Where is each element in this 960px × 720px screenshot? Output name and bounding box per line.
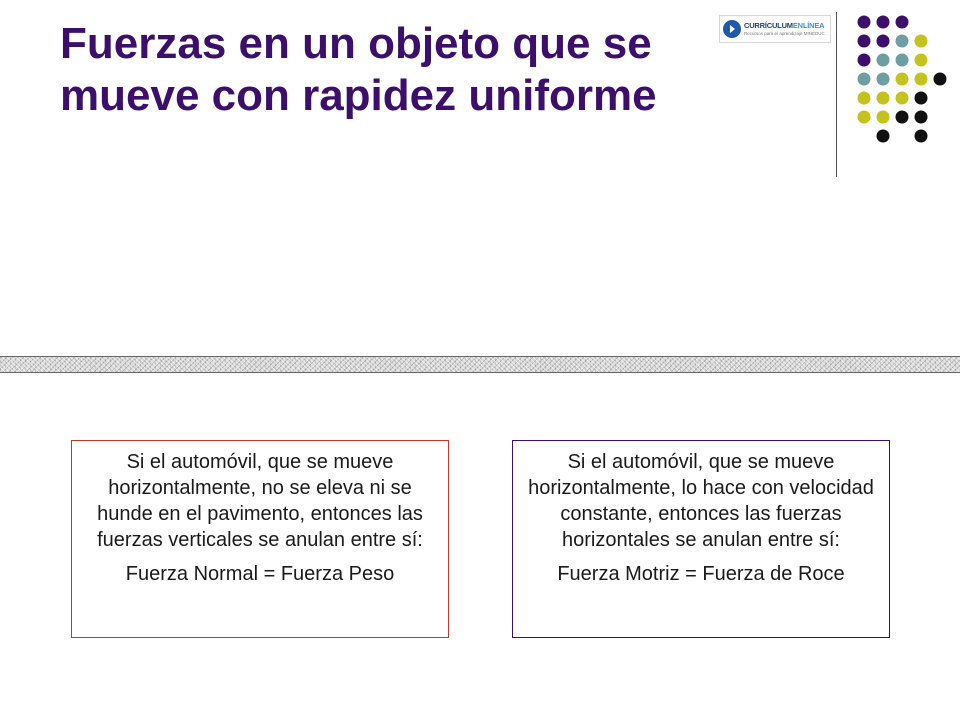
decorative-dot-olive <box>877 92 890 105</box>
slide-title-line-2: mueve con rapidez uniforme <box>60 71 657 120</box>
decorative-dot-purple <box>896 16 909 29</box>
decorative-dot-black <box>915 111 928 124</box>
decorative-dot-purple <box>877 35 890 48</box>
decorative-dot-black <box>915 130 928 143</box>
decorative-dot-grid <box>0 0 960 200</box>
decorative-dot-purple <box>858 16 871 29</box>
decorative-dot-teal <box>858 73 871 86</box>
decorative-dot-olive <box>915 73 928 86</box>
decorative-dot-teal <box>877 54 890 67</box>
normal-equals-weight-equation: Fuerza Normal = Fuerza Peso <box>125 563 395 585</box>
decorative-dot-teal <box>896 35 909 48</box>
decorative-dot-olive <box>858 92 871 105</box>
decorative-dot-olive <box>915 35 928 48</box>
horizontal-forces-text: Si el automóvil, que se mueve horizontalmente, lo hace con velocidad constante, entonces las fuerzas horizontales se anulan entre sí: <box>528 451 874 551</box>
decorative-dot-olive <box>896 73 909 86</box>
decorative-dot-olive <box>896 92 909 105</box>
decorative-dot-black <box>934 73 947 86</box>
decorative-dot-black <box>915 92 928 105</box>
decorative-dot-teal <box>896 54 909 67</box>
decorative-dot-purple <box>858 35 871 48</box>
logo-name: CURRÍCULUMENLÍNEA <box>744 21 825 30</box>
decorative-dot-olive <box>877 111 890 124</box>
decorative-dot-purple <box>858 54 871 67</box>
decorative-dot-purple <box>877 16 890 29</box>
vertical-forces-text: Si el automóvil, que se mueve horizontalmente, no se eleva ni se hunde en el pavimento, entonces las fuerzas verticales se anulan entre sí: <box>97 451 423 551</box>
decorative-dot-black <box>896 111 909 124</box>
decorative-dot-olive <box>915 54 928 67</box>
slide-title-line-1: Fuerzas en un objeto que se <box>60 19 652 68</box>
decorative-dot-olive <box>858 111 871 124</box>
decorative-dot-black <box>877 130 890 143</box>
horizontal-forces-explanation-box <box>512 440 890 638</box>
decorative-dot-teal <box>877 73 890 86</box>
decorative-textured-band <box>0 356 960 373</box>
vertical-forces-explanation-box <box>71 440 449 638</box>
motive-equals-friction-equation: Fuerza Motriz = Fuerza de Roce <box>557 563 845 585</box>
logo-subtitle: Recursos para el aprendizaje MINEDUC <box>744 30 825 36</box>
